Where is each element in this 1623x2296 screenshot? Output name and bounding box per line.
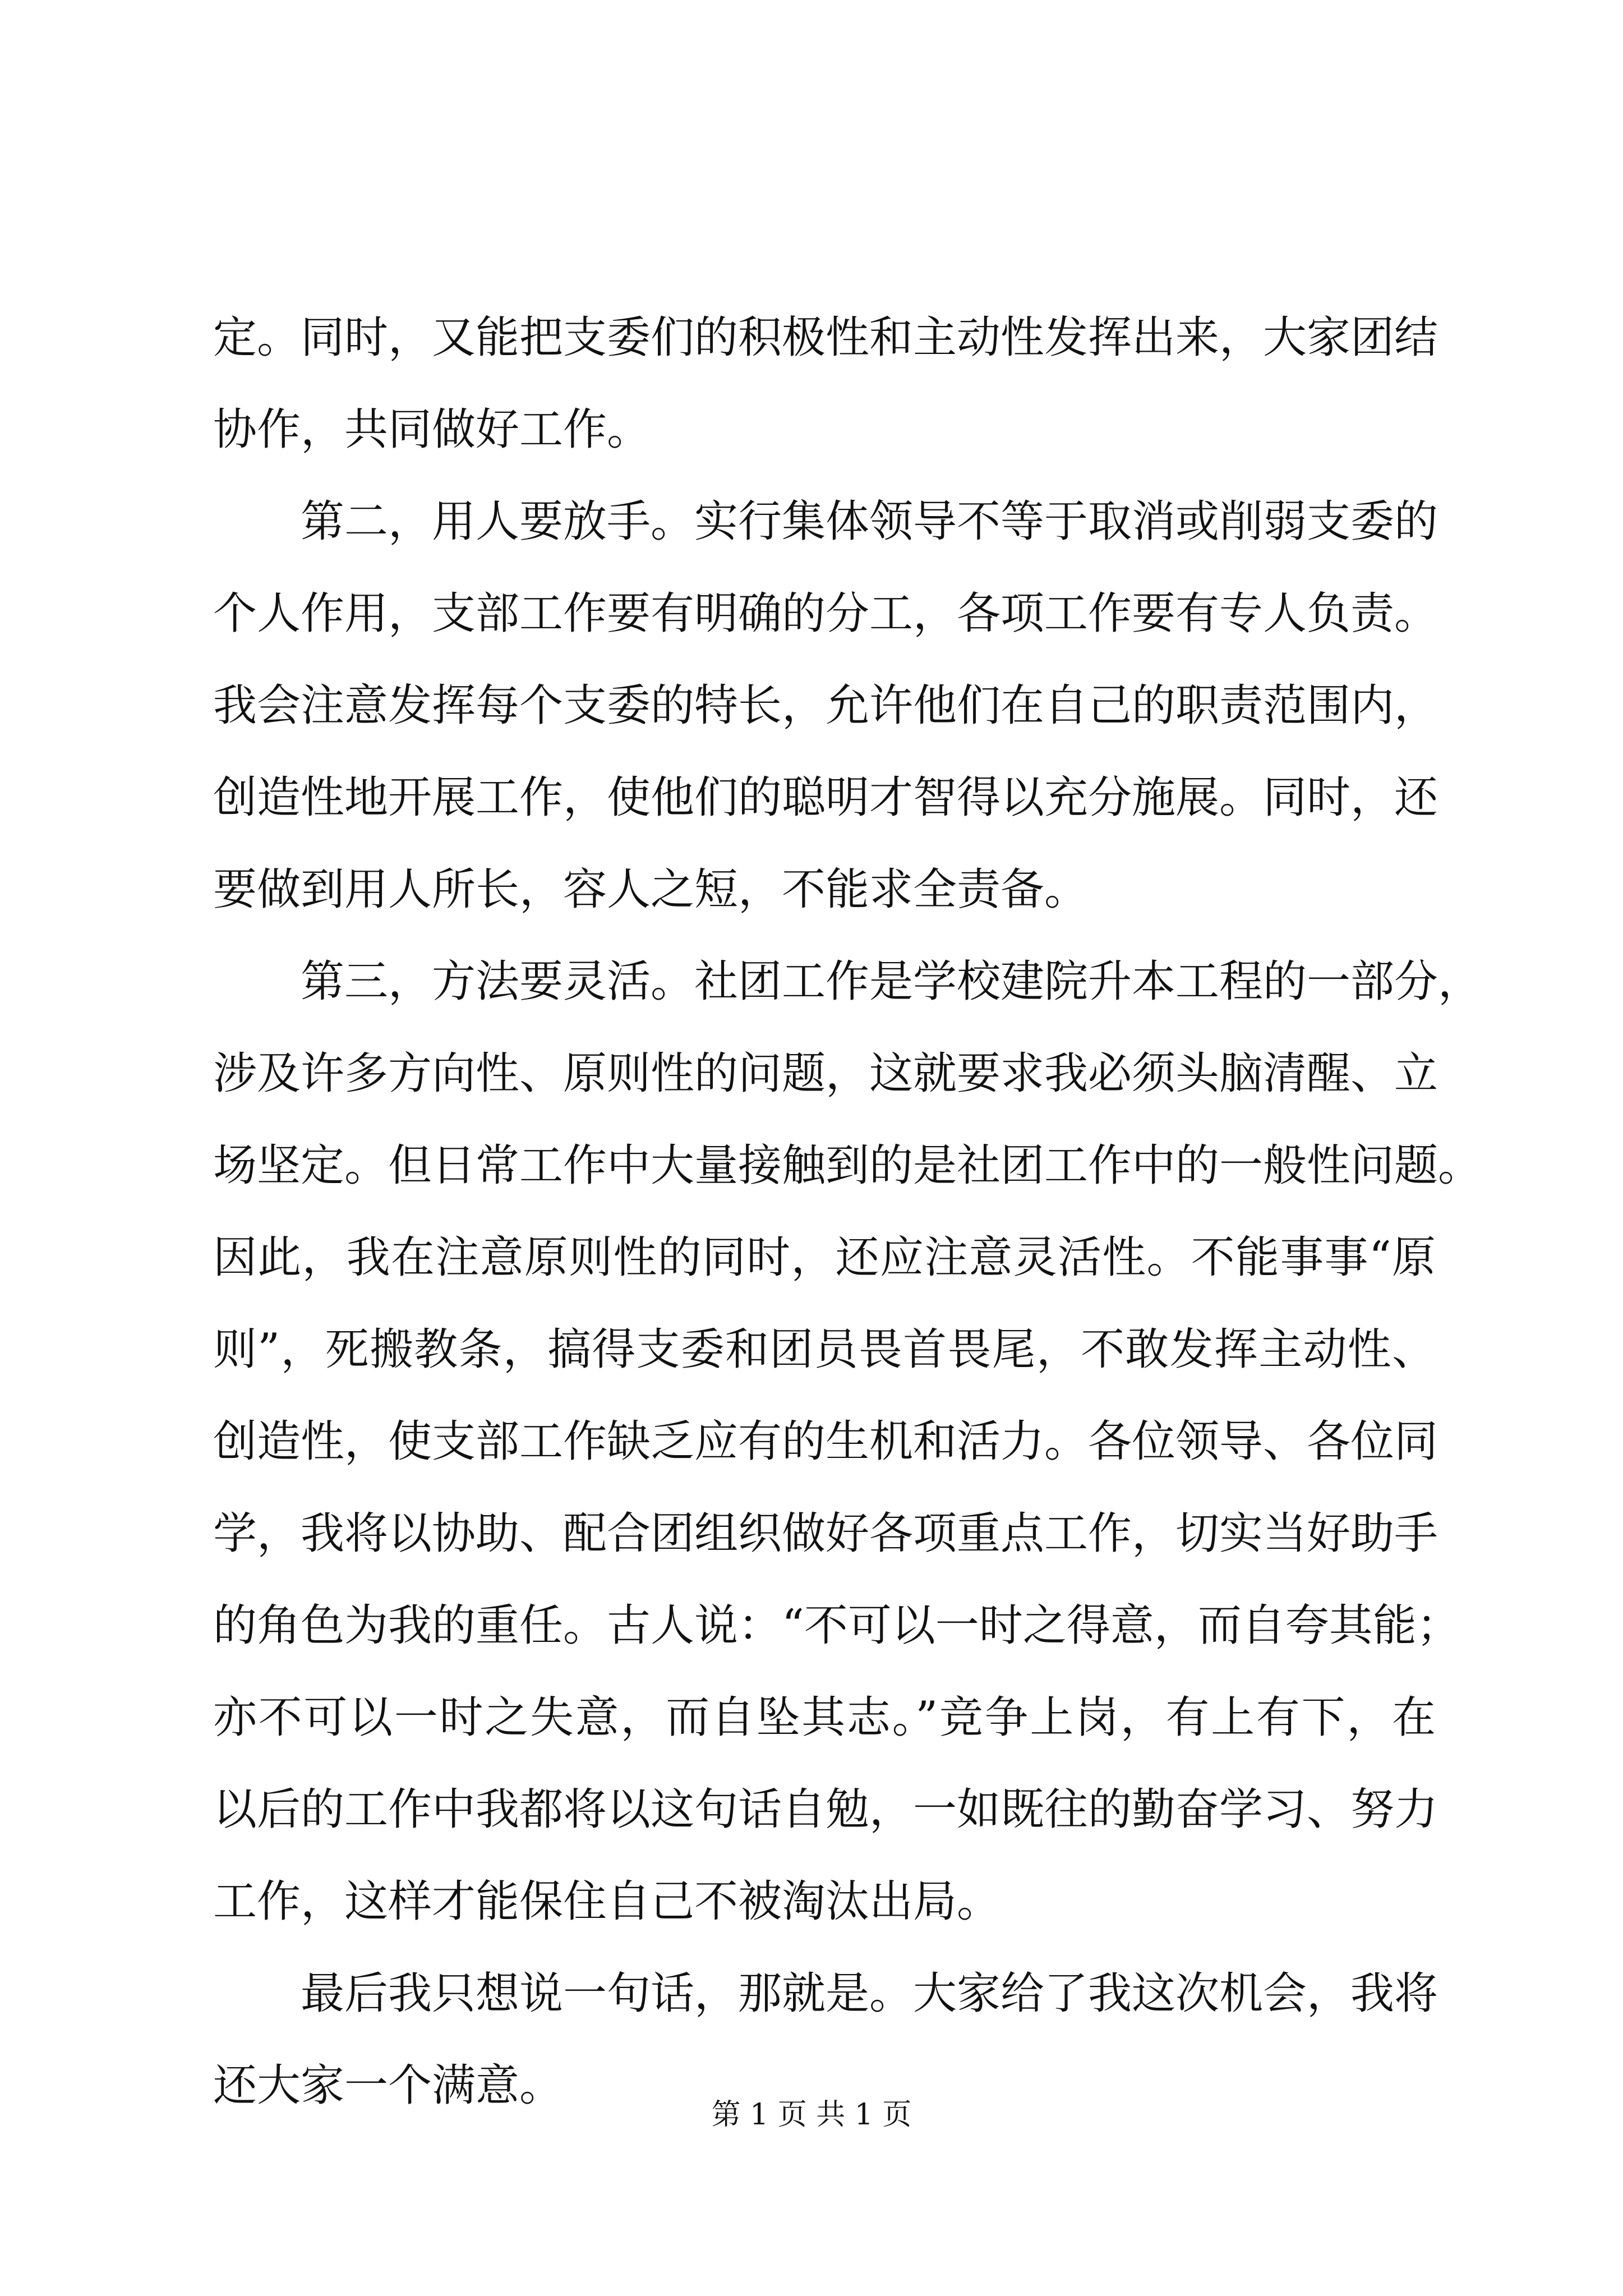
- text-line: 因此，我在注意原则性的同时，还应注意灵活性。不能事事“原: [213, 1232, 1436, 1283]
- text-line: 个人作用，支部工作要有明确的分工，各项工作要有专人负责。: [213, 588, 1438, 639]
- page-number-footer: 第 1 页 共 1 页: [711, 2098, 912, 2132]
- text-line: 创造性，使支部工作缺乏应有的生机和活力。各位领导、各位同: [213, 1416, 1438, 1467]
- text-line: 则”，死搬教条，搞得支委和团员畏首畏尾，不敢发挥主动性、: [213, 1324, 1436, 1375]
- text-line: 创造性地开展工作，使他们的聪明才智得以充分施展。同时，还: [213, 772, 1438, 823]
- text-line: 涉及许多方向性、原则性的问题，这就要求我必须头脑清醒、立: [213, 1048, 1438, 1099]
- text-line: 以后的工作中我都将以这句话自勉，一如既往的勤奋学习、努力: [213, 1784, 1438, 1835]
- text-line: 第三，方法要灵活。社团工作是学校建院升本工程的一部分，: [301, 956, 1482, 1007]
- text-line: 协作，共同做好工作。: [213, 404, 651, 455]
- text-line: 的角色为我的重任。古人说：“不可以一时之得意，而自夸其能；: [213, 1600, 1460, 1651]
- text-line: 学，我将以协助、配合团组织做好各项重点工作，切实当好助手: [213, 1508, 1438, 1559]
- text-line: 要做到用人所长，容人之短，不能求全责备。: [213, 864, 1089, 915]
- text-line: 场坚定。但日常工作中大量接触到的是社团工作中的一般性问题。: [213, 1140, 1482, 1191]
- paragraph-1: [213, 292, 1436, 476]
- text-line: 我会注意发挥每个支委的特长，允许他们在自己的职责范围内，: [213, 680, 1438, 731]
- paragraph-3: [213, 936, 1482, 1948]
- text-line: 定。同时，又能把支委们的积极性和主动性发挥出来，大家团结: [213, 312, 1438, 363]
- text-line: 工作，这样才能保住自己不被淘汰出局。: [213, 1876, 1001, 1927]
- text-line: 还大家一个满意。: [213, 2060, 564, 2111]
- text-line: 亦不可以一时之失意，而自坠其志。”竞争上岗，有上有下，在: [213, 1692, 1436, 1743]
- text-line: 第二，用人要放手。实行集体领导不等于取消或削弱支委的: [301, 496, 1438, 547]
- paragraph-2: [213, 476, 1436, 936]
- text-line: 最后我只想说一句话，那就是。大家给了我这次机会，我将: [301, 1968, 1438, 2019]
- document-body: [213, 292, 1482, 2132]
